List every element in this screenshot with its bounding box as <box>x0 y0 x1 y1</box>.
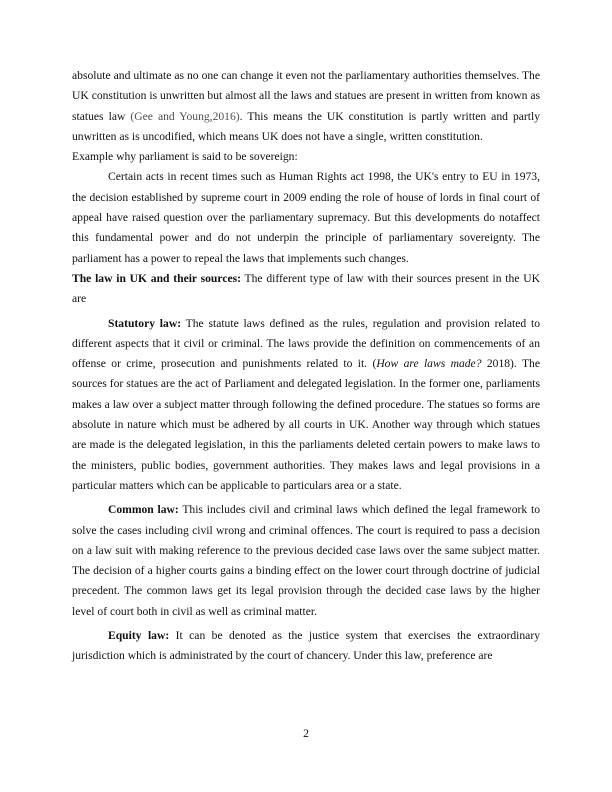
section-heading: Common law: <box>108 503 179 517</box>
document-page <box>72 66 540 667</box>
section-heading: Equity law: <box>108 629 170 643</box>
paragraph-text: . This means the UK constitution is partly written and partly unwritten as is uncodified, which means UK does not have a single, written constitution. <box>72 109 540 143</box>
section-heading: Statutory law: <box>108 316 182 330</box>
paragraph-sovereignty: Certain acts in recent times such as Human Rights act 1998, the UK's entry to EU in 1973, the decision established by supreme court in 2009 ending the role of house of lords in final court of appeal have raised question over the parliamentary supremacy. But this developments do notaffect this fundamental power and do not underpin the principle of parliamentary sovereignty. The parliament has a power to repeal the laws that implements such changes. <box>72 170 540 265</box>
paragraph-sources <box>72 269 540 310</box>
paragraph-text: absolute and ultimate as no one can change it even not the parliamentary authorities themselves. The UK constitution is unwritten but almost all the laws and statues are present in written from known as statues law <box>72 69 540 123</box>
page-number: 2 <box>303 727 309 740</box>
paragraph-text: The different type of law with their sources present in the UK are <box>72 271 540 306</box>
paragraph-statutory-law <box>72 314 540 497</box>
citation-title: How are laws made? <box>376 357 482 371</box>
section-heading: The law in UK and their sources: <box>72 271 241 285</box>
paragraph-common-law <box>72 500 540 622</box>
paragraph-text: The statute laws defined as the rules, regulation and provision related to different aspects that it civil or criminal. The laws provide the definition on commencements of an offense or crime, prosecution and punishments related to it. ( <box>72 316 540 371</box>
citation: (Gee and Young,2016) <box>130 109 240 123</box>
paragraph-constitution <box>72 66 540 147</box>
paragraph-text: It can be denoted as the justice system that exercises the extraordinary jurisdiction which is administrated by the court of chancery. Under this law, preference are <box>72 629 540 663</box>
citation-year: 2018) <box>481 357 514 371</box>
paragraph-equity-law <box>72 626 540 667</box>
example-line: Example why parliament is said to be sovereign: <box>72 150 298 164</box>
paragraph-text: . The sources for statues are the act of Parliament and delegated legislation. In the former one, parliaments makes a law over a subject matter through following the defined procedure. The statues so forms are absolute in nature which must be adhered by all courts in UK. Another way through which statues are made is the delegated legislation, in this the parliaments deleted certain powers to make laws to the ministers, public bodies, government authorities. They makes laws and legal provisions in a particular matters which can be applicable to particulars area or a state. <box>72 357 540 492</box>
paragraph-text: This includes civil and criminal laws which defined the legal framework to solve the cases including civil wrong and criminal offences. The court is required to pass a decision on a law suit with making reference to the previous decided case laws over the same subject matter. The decision of a higher courts gains a binding effect on the lower court through doctrine of judicial precedent. The common laws get its legal provision through the decided case laws by the higher level of court both in civil as well as criminal matter. <box>72 503 540 618</box>
